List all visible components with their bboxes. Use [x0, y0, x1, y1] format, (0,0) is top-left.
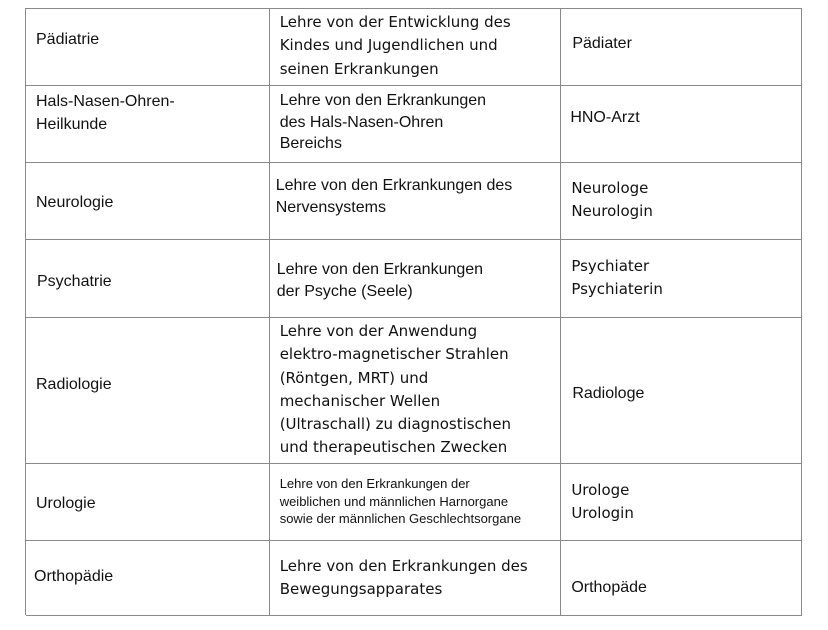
specialist-cell: [561, 318, 802, 463]
field-description: Lehre von den Erkrankungen der weiblichen und männlichen Harnorgane sowie der männlichen Geschlechtsorgane: [279, 476, 522, 527]
specialist-cell: [561, 541, 802, 615]
table-row: [26, 318, 802, 464]
field-name: Psychatrie: [37, 273, 112, 290]
specialist-cell: [561, 464, 802, 540]
specialist-cell: [561, 240, 802, 317]
specialist-cell: [561, 86, 802, 162]
field-description: Lehre von den Erkrankungen der Psyche (Seele): [276, 261, 484, 300]
table-row: [26, 163, 802, 240]
table-row: [26, 9, 802, 86]
specialist-title: Psychiater Psychiaterin: [571, 257, 663, 299]
field-name: Neurologie: [36, 194, 114, 211]
field-description: Lehre von der Entwicklung des Kindes und Jugendlichen und seinen Erkrankungen: [279, 13, 511, 78]
field-cell: [26, 163, 270, 239]
field-name: Radiologie: [36, 376, 112, 393]
specialist-title: HNO-Arzt: [570, 109, 640, 126]
specialist-cell: [561, 163, 802, 239]
field-description: Lehre von den Erkrankungen des Hals-Nasen-Ohren Bereichs: [279, 92, 487, 153]
description-cell: [270, 240, 562, 317]
description-cell: [270, 464, 562, 540]
field-name: Urologie: [36, 495, 96, 512]
description-cell: [270, 9, 562, 85]
field-cell: [26, 318, 270, 463]
description-cell: [270, 318, 562, 463]
field-cell: [26, 464, 270, 540]
field-cell: [26, 541, 270, 615]
field-description: Lehre von den Erkrankungen des Nervensystems: [275, 177, 513, 216]
specialist-title: Radiologe: [572, 385, 645, 402]
field-name: Pädiatrie: [36, 31, 100, 48]
field-description: Lehre von der Anwendung elektro-magnetischer Strahlen (Röntgen, MRT) und mechanischer Wellen (Ultraschall) zu diagnostischen und therapeutischen Zwecken: [279, 322, 512, 457]
specialist-title: Neurologe Neurologin: [571, 179, 653, 221]
table-row: [26, 86, 802, 163]
description-cell: [270, 163, 562, 239]
specialist-title: Urologe Urologin: [571, 481, 634, 523]
description-cell: [270, 541, 562, 615]
field-cell: [26, 9, 270, 85]
description-cell: [270, 86, 562, 162]
field-cell: [26, 240, 270, 317]
specialist-cell: [561, 9, 802, 85]
table-row: [26, 464, 802, 541]
specialist-title: Pädiater: [572, 35, 632, 52]
field-cell: [26, 86, 270, 162]
table-row: [26, 541, 802, 616]
table-row: [26, 240, 802, 318]
specialist-title: Orthopäde: [571, 579, 647, 596]
field-name: Orthopädie: [34, 568, 114, 585]
field-description: Lehre von den Erkrankungen des Bewegungsapparates: [279, 557, 528, 599]
field-name: Hals-Nasen-Ohren- Heilkunde: [36, 93, 175, 134]
medical-specialties-table: [25, 8, 802, 615]
